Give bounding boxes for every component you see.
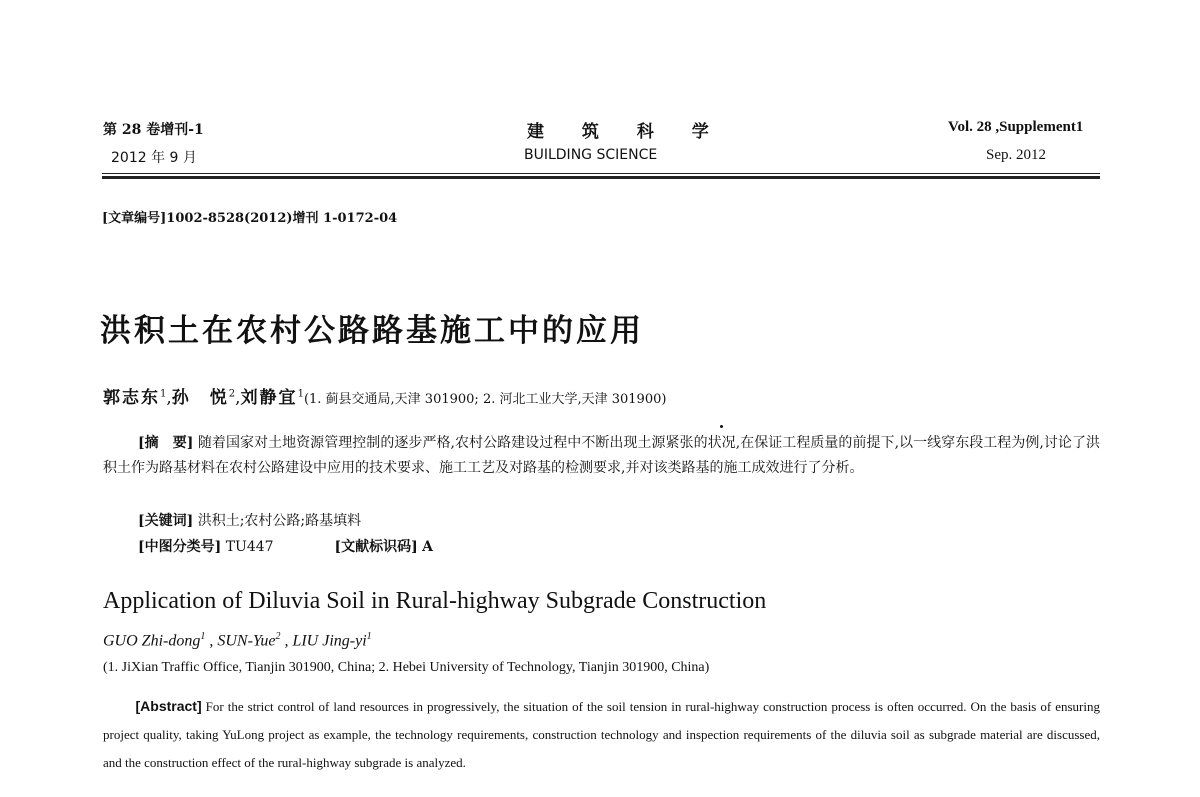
header-rule-thin — [102, 173, 1100, 174]
authors-en: GUO Zhi-dong$^1$ , SUN-Yue$^2$ , LIU Jing-$yi^1$ — [103, 631, 372, 650]
author-superscript: 1 — [160, 388, 167, 400]
volume-info: 第 28 卷增刊-1 — [103, 122, 204, 138]
author-superscript-en: 1 — [366, 631, 372, 642]
stray-dot — [720, 425, 723, 428]
abstract-cn — [103, 431, 1100, 481]
issue-date-en: Sep. 2012 — [986, 147, 1046, 163]
author-name: 刘静宜 — [240, 388, 298, 408]
abstract-en — [103, 692, 1100, 777]
keywords-text: 洪积土;农村公路;路基填料 — [197, 513, 362, 529]
author-superscript-en: 1 — [200, 631, 206, 642]
author-name-en: SUN-Yue — [217, 632, 276, 650]
doc-code-value: A — [422, 539, 434, 555]
author-superscript: 2 — [228, 388, 236, 400]
doc-code-label: [文献标识码] — [334, 539, 418, 555]
affiliation-en: (1. JiXian Traffic Office, Tianjin 301900, China; 2. Hebei University of Technology, Tianjin 301900, China) — [103, 660, 710, 675]
page-title: 洪积土在农村公路路基施工中的应用 — [100, 313, 644, 349]
author-superscript: 1 — [297, 388, 304, 400]
classification-row — [138, 536, 433, 556]
abstract-text-cn: 随着国家对土地资源管理控制的逐步严格,农村公路建设过程中不断出现土源紧张的状况,在保证工程质量的前提下,以一线穿东段工程为例,讨论了洪积土作为路基材料在农村公路建设中应用的技术要求、施工工艺及对路基的检测要求,并对该类路基的施工成效进行了分析。 — [103, 435, 1100, 476]
abstract-text-en: For the strict control of land resources in progressively, the situation of the soil tension in rural-highway construction process is often occurred. On the basis of ensuring project quality, taking YuLong project as example, the technology requirements, construction technology and inspection requirements of the diluvia soil as subgrade material are discussed, and the construction effect of the rural-highway subgrade is analyzed. — [103, 699, 1101, 770]
keywords-cn — [138, 510, 361, 530]
header-rule-thick — [102, 176, 1100, 179]
abstract-label-cn: [摘 要] — [138, 435, 194, 451]
authors-cn: 郭志东$^1$,孙 悦$^2$,刘静宜$^1$(1. 蓟县交通局,天津 301900; 2. 河北工业大学,天津 301900) — [103, 388, 667, 408]
author-superscript-en: 2 — [275, 631, 281, 642]
title-en: Application of Diluvia Soil in Rural-highway Subgrade Construction — [103, 588, 767, 614]
volume-info-en: Vol. 28 ,Supplement1 — [948, 119, 1084, 135]
author-name-en: GUO Zhi-dong — [103, 632, 201, 650]
author-name: 孙 悦 — [171, 388, 229, 408]
keywords-label: [关键词] — [138, 513, 194, 529]
author-name: 郭志东 — [103, 388, 160, 408]
issue-date-cn: 2012 年 9 月 — [111, 150, 197, 166]
clc-label: [中图分类号] — [138, 539, 222, 555]
journal-name-cn: 建 筑 科 学 — [527, 122, 725, 142]
article-number: [文章编号]1002-8528(2012)增刊 1-0172-04 — [102, 211, 398, 226]
affiliation-cn: (1. 蓟县交通局,天津 301900; 2. 河北工业大学,天津 301900) — [303, 392, 667, 407]
journal-name-en: BUILDING SCIENCE — [524, 147, 658, 163]
clc-value: TU447 — [225, 539, 274, 555]
author-name-en: LIU Jing-yi — [292, 632, 367, 650]
abstract-label-en: [Abstract] — [135, 698, 202, 714]
